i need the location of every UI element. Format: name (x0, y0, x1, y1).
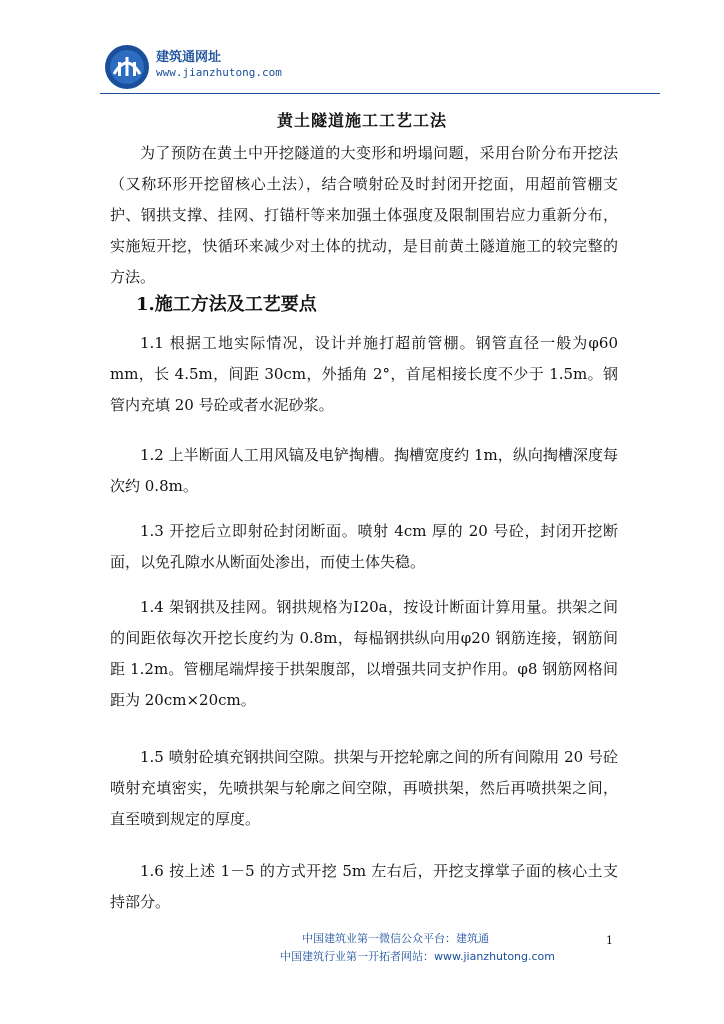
page-number: 1 (606, 934, 613, 947)
footer-wechat-line: 中国建筑业第一微信公众平台：建筑通 (302, 932, 489, 945)
page-header (100, 38, 660, 98)
step-1-1-paragraph: 1.1 根据工地实际情况，设计并施打超前管棚。钢管直径一般为φ60 mm，长 4.5m，间距 30cm，外插角 2°，首尾相接长度不少于 1.5m。钢管内充填 20 号砼或者水泥砂浆。 (110, 334, 618, 414)
step-1-3-paragraph: 1.3 开挖后立即射砼封闭断面。喷射 4cm 厚的 20 号砼，封闭开挖断面，以免孔隙水从断面处渗出，而使土体失稳。 (110, 522, 618, 571)
footer-website-line[interactable]: 中国建筑行业第一开拓者网站：www.jianzhutong.com (280, 950, 556, 963)
intro-paragraph: 为了预防在黄土中开挖隧道的大变形和坍塌问题，采用台阶分布开挖法（又称环形开挖留核心土法），结合喷射砼及时封闭开挖面，用超前管棚支护、钢拱支撑、挂网、打锚杆等来加强土体强度及限制围岩应力重新分布，实施短开挖，快循环来减少对土体的扰动，是目前黄土隧道施工的较完整的方法。 (110, 144, 618, 286)
brand-name: 建筑通网址 (156, 50, 222, 65)
step-1-2-paragraph: 1.2 上半断面人工用风镐及电铲掏槽。掏槽宽度约 1m，纵向掏槽深度每次约 0.8m。 (110, 446, 618, 495)
step-1-6-paragraph: 1.6 按上述 1－5 的方式开挖 5m 左右后，开挖支撑掌子面的核心土支持部分。 (110, 862, 618, 911)
document-title: 黄土隧道施工工艺工法 (276, 111, 447, 130)
step-1-5-paragraph: 1.5 喷射砼填充钢拱间空隙。拱架与开挖轮廓之间的所有间隙用 20 号砼喷射充填密实，先喷拱架与轮廓之间空隙，再喷拱架，然后再喷拱架之间，直至喷到规定的厚度。 (110, 748, 618, 828)
header-divider (100, 93, 660, 94)
section-heading: 1.施工方法及工艺要点 (136, 294, 317, 315)
brand-url[interactable]: www.jianzhutong.com (156, 66, 282, 79)
step-1-4-paragraph: 1.4 架钢拱及挂网。钢拱规格为Ⅰ20a，按设计断面计算用量。拱架之间的间距依每次开挖长度约为 0.8m，每榀钢拱纵向用φ20 钢筋连接，钢筋间距 1.2m。管棚尾端焊接于拱架腹部，以增强共同支护作用。φ8 钢筋网格间距为 20cm×20cm。 (110, 598, 618, 709)
jianzhutong-logo-icon (104, 44, 150, 90)
